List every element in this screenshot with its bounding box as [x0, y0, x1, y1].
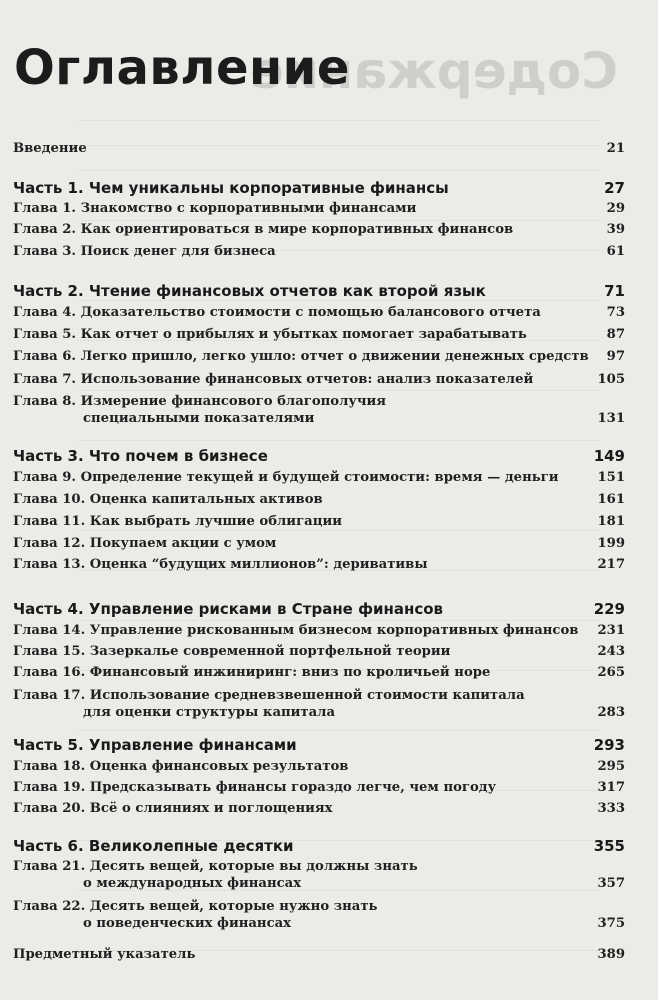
toc-chapter-entry	[13, 469, 625, 486]
toc-entry-title-line2: о поведенческих финансах	[83, 916, 292, 931]
toc-entry-page-number: 21	[606, 141, 625, 156]
toc-entry-title	[13, 535, 591, 552]
toc-entry-title-line1: Глава 14. Управление рискованным бизнесом корпоративных финансов	[13, 623, 579, 638]
toc-entry-page-number: 355	[593, 837, 625, 855]
toc-entry-title	[13, 758, 591, 775]
toc-entry-title-line1: Глава 11. Как выбрать лучшие облигации	[13, 514, 343, 529]
toc-entry-title-line1: Часть 2. Чтение финансовых отчетов как второй язык	[13, 282, 486, 300]
toc-entry-page-number: 217	[597, 557, 625, 572]
toc-chapter-entry	[13, 140, 625, 157]
toc-chapter-entry	[13, 858, 625, 892]
toc-part-entry	[13, 179, 625, 198]
toc-entry-page-number: 131	[597, 411, 625, 426]
toc-entry-title-line1: Глава 4. Доказательство стоимости с помощью балансового отчета	[13, 305, 541, 320]
toc-entry-title-line1: Глава 20. Всё о слияниях и поглощениях	[13, 801, 333, 816]
toc-entry-title	[13, 643, 591, 660]
toc-entry-page-number: 161	[597, 492, 625, 507]
toc-entry-page-number: 151	[597, 470, 625, 485]
toc-entry-title-line1: Часть 4. Управление рисками в Стране финансов	[13, 600, 444, 618]
toc-entry-page-number: 71	[604, 282, 625, 300]
toc-entry-title	[13, 393, 591, 427]
toc-entry-title-line1: Глава 6. Легко пришло, легко ушло: отчет о движении денежных средств	[13, 349, 589, 364]
toc-entry-title	[13, 736, 591, 755]
toc-entry-title	[13, 447, 591, 466]
toc-entry-page-number: 181	[597, 514, 625, 529]
toc-entry-title-line1: Глава 9. Определение текущей и будущей стоимости: время — деньги	[13, 470, 559, 485]
toc-entry-title-line2: специальными показателями	[83, 411, 315, 426]
toc-chapter-entry	[13, 393, 625, 427]
toc-entry-page-number: 87	[606, 327, 625, 342]
toc-entry-title-line1: Глава 17. Использование средневзвешенной стоимости капитала	[13, 688, 525, 703]
toc-entry-title-line2: о международных финансах	[83, 876, 302, 891]
toc-chapter-entry	[13, 664, 625, 681]
toc-chapter-entry	[13, 622, 625, 639]
toc-entry-page-number: 265	[597, 665, 625, 680]
toc-entry-title	[13, 898, 591, 932]
toc-chapter-entry	[13, 800, 625, 817]
toc-entry-title-line1: Глава 19. Предсказывать финансы гораздо легче, чем погоду	[13, 780, 497, 795]
toc-part-entry	[13, 837, 625, 856]
toc-chapter-entry	[13, 535, 625, 552]
toc-chapter-entry	[13, 200, 625, 217]
toc-entry-page-number: 283	[597, 705, 625, 720]
toc-chapter-entry	[13, 946, 625, 963]
toc-entry-title-line1: Часть 3. Что почем в бизнесе	[13, 447, 268, 465]
toc-entry-title	[13, 348, 591, 365]
toc-chapter-entry	[13, 243, 625, 260]
page-title: Оглавление	[14, 40, 350, 96]
toc-chapter-entry	[13, 304, 625, 321]
toc-entry-title-line1: Введение	[13, 141, 87, 156]
toc-entry-page-number: 293	[593, 736, 625, 754]
toc-entry-title-line1: Глава 13. Оценка “будущих миллионов”: деривативы	[13, 557, 428, 572]
toc-entry-title	[13, 946, 591, 963]
toc-entry-title	[13, 800, 591, 817]
toc-entry-title-line1: Глава 2. Как ориентироваться в мире корпоративных финансов	[13, 222, 514, 237]
toc-entry-title	[13, 491, 591, 508]
toc-entry-title-line1: Глава 7. Использование финансовых отчетов: анализ показателей	[13, 372, 534, 387]
toc-entry-title	[13, 140, 591, 157]
toc-entry-page-number: 27	[604, 179, 625, 197]
toc-entry-title-line1: Глава 21. Десять вещей, которые вы должны знать	[13, 859, 418, 874]
toc-chapter-entry	[13, 556, 625, 573]
toc-part-entry	[13, 447, 625, 466]
toc-chapter-entry	[13, 348, 625, 365]
toc-entry-page-number: 105	[597, 372, 625, 387]
toc-entry-title	[13, 371, 591, 388]
toc-entry-page-number: 317	[597, 780, 625, 795]
toc-entry-page-number: 229	[593, 600, 625, 618]
toc-entry-title-line1: Глава 8. Измерение финансового благополучия	[13, 394, 387, 409]
toc-entry-page-number: 231	[597, 623, 625, 638]
toc-entry-page-number: 243	[597, 644, 625, 659]
toc-entry-title	[13, 858, 591, 892]
toc-entry-page-number: 149	[593, 447, 625, 465]
toc-entry-title	[13, 179, 591, 198]
toc-chapter-entry	[13, 687, 625, 721]
toc-entry-page-number: 333	[597, 801, 625, 816]
toc-entry-page-number: 357	[597, 876, 625, 891]
toc-part-entry	[13, 736, 625, 755]
toc-entry-title	[13, 282, 591, 301]
ghost-title: Содержание	[249, 42, 618, 100]
toc-entry-title-line1: Глава 10. Оценка капитальных активов	[13, 492, 323, 507]
toc-part-entry	[13, 282, 625, 301]
toc-entry-title-line1: Глава 12. Покупаем акции с умом	[13, 536, 277, 551]
toc-chapter-entry	[13, 643, 625, 660]
toc-entry-title	[13, 469, 591, 486]
toc-entry-title-line1: Глава 3. Поиск денег для бизнеса	[13, 244, 276, 259]
toc-chapter-entry	[13, 898, 625, 932]
toc-entry-page-number: 199	[597, 536, 625, 551]
toc-entry-title	[13, 600, 591, 619]
toc-entry-title	[13, 664, 591, 681]
toc-chapter-entry	[13, 326, 625, 343]
toc-entry-title	[13, 304, 591, 321]
toc-entry-title	[13, 556, 591, 573]
toc-entry-title-line1: Глава 1. Знакомство с корпоративными финансами	[13, 201, 417, 216]
toc-entry-title-line1: Глава 18. Оценка финансовых результатов	[13, 759, 349, 774]
toc-chapter-entry	[13, 758, 625, 775]
toc-entry-title-line1: Предметный указатель	[13, 947, 196, 962]
toc-entry-page-number: 39	[606, 222, 625, 237]
toc-entry-title-line1: Глава 16. Финансовый инжиниринг: вниз по кроличьей норе	[13, 665, 491, 680]
toc-entry-page-number: 97	[606, 349, 625, 364]
toc-entry-page-number: 61	[606, 244, 625, 259]
toc-chapter-entry	[13, 371, 625, 388]
toc-entry-page-number: 295	[597, 759, 625, 774]
toc-chapter-entry	[13, 221, 625, 238]
toc-chapter-entry	[13, 491, 625, 508]
toc-entry-title	[13, 622, 591, 639]
toc-entry-title	[13, 779, 591, 796]
toc-entry-title	[13, 243, 591, 260]
toc-entry-title-line1: Глава 5. Как отчет о прибылях и убытках помогает зарабатывать	[13, 327, 527, 342]
toc-entry-title-line1: Глава 22. Десять вещей, которые нужно знать	[13, 899, 378, 914]
toc-chapter-entry	[13, 513, 625, 530]
toc-entry-title-line1: Часть 5. Управление финансами	[13, 736, 297, 754]
toc-entry-title	[13, 221, 591, 238]
toc-entry-title-line1: Часть 1. Чем уникальны корпоративные финансы	[13, 179, 449, 197]
toc-entry-title	[13, 687, 591, 721]
toc-chapter-entry	[13, 779, 625, 796]
toc-part-entry	[13, 600, 625, 619]
toc-entry-title	[13, 200, 591, 217]
toc-entry-page-number: 29	[606, 201, 625, 216]
toc-entry-title	[13, 513, 591, 530]
toc-entry-title	[13, 837, 591, 856]
toc-entry-page-number: 375	[597, 916, 625, 931]
toc-entry-title	[13, 326, 591, 343]
toc-entry-title-line1: Часть 6. Великолепные десятки	[13, 837, 294, 855]
toc-entry-page-number: 389	[597, 947, 625, 962]
toc-entry-page-number: 73	[606, 305, 625, 320]
toc-entry-title-line1: Глава 15. Зазеркалье современной портфельной теории	[13, 644, 451, 659]
toc-entry-title-line2: для оценки структуры капитала	[83, 705, 335, 720]
